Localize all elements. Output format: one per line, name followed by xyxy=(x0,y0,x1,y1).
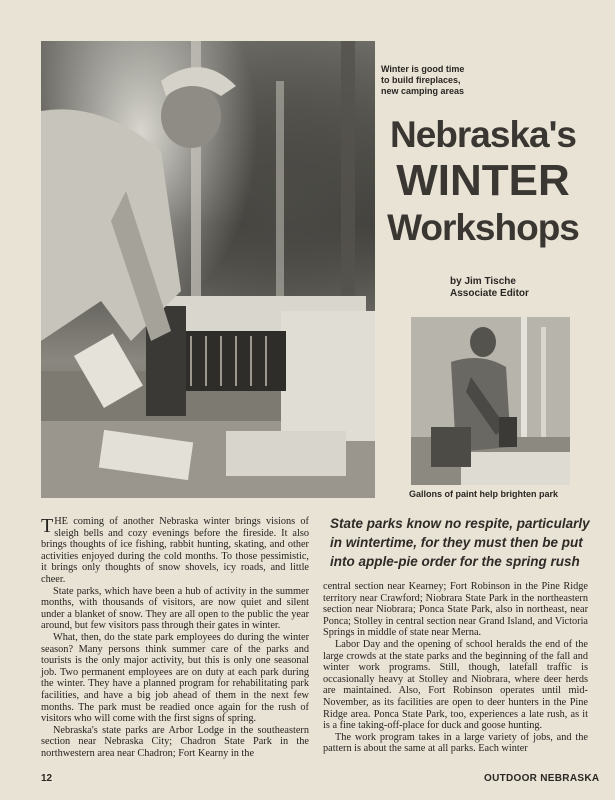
fireplace-photo xyxy=(41,41,375,498)
caption-line: new camping areas xyxy=(381,86,465,96)
painting-photo xyxy=(411,317,570,485)
body-paragraph: central section near Kearney; Fort Robinson in the Pine Ridge territory near Crawford; Niobrara State Park in the northeastern section near Niobrara; Ponca State Park, also in northeast, near Ponca; Stolley in central section near Grand Island, and Victoria Springs in middle of state near Merna. xyxy=(323,581,588,639)
paragraph-text: HE coming of another Nebraska winter brings visions of sleigh bells and cozy evenings before the fireside. It also brings thoughts of ice fishing, rabbit hunting, skating, and other activities enjoyed during the cold months. To those pessimistic, it brings only thoughts of snow shovels, icy roads, and little cheer. xyxy=(41,516,309,585)
body-column-right xyxy=(323,581,588,755)
magazine-name: OUTDOOR NEBRASKA xyxy=(484,773,600,784)
author-name: by Jim Tische xyxy=(450,276,516,287)
body-paragraph: Nebraska's state parks are Arbor Lodge in the southeastern section near Nebraska City; Chadron State Park in the northwestern area near Chadron; Fort Kearny in the xyxy=(41,724,309,759)
article-title xyxy=(383,116,583,246)
photo-caption-small: Gallons of paint help brighten park xyxy=(409,489,559,499)
body-paragraph: Labor Day and the opening of school heralds the end of the large crowds at the state parks and the beginning of the fall and winter work programs. Still, though, latefall traffic is occasionally heavy at Stolley and Niobrara, where deer herds are maintained. Also, Fort Robinson operates until mid-November, as its facilities are open to deer hunters in the Pine Ridge area. Ponca State Park, too, experiences a late rush, as it is a fine taking-off-place for duck and goose hunting. xyxy=(323,638,588,732)
title-line-2: WINTER xyxy=(396,156,570,205)
author-role: Associate Editor xyxy=(450,288,529,299)
body-paragraph xyxy=(41,516,309,586)
body-paragraph: The work program takes in a large variety of jobs, and the pattern is about the same at all parks. Each winter xyxy=(323,731,588,755)
byline xyxy=(450,276,590,300)
fireplace-photo-illustration xyxy=(41,41,375,498)
body-paragraph: What, then, do the state park employees do during the winter season? Many persons think summer care of the parks and tourists is the only major activity, but this is only one seasonal job. Two permanent employees are on duty at each park during the winter. They have a planned program for rehabilitating park facilities, and have a big job ahead of them in the next few months. The park must be readied once again for the rush of visitors who will come with the first signs of spring. xyxy=(41,631,309,725)
caption-line: Winter is good time xyxy=(381,64,465,74)
body-column-left xyxy=(41,516,309,759)
title-line-3: Workshops xyxy=(387,207,579,248)
photo-caption-top xyxy=(381,64,491,97)
body-paragraph: State parks, which have been a hub of activity in the summer months, with thousands of visitors, are now quiet and silent under a blanket of snow. They are all open to the public the year around, but few visitors pass through their gates in winter. xyxy=(41,585,309,632)
pull-quote: State parks know no respite, particularly in wintertime, for they must then be put into apple-pie order for the spring rush xyxy=(330,516,590,569)
caption-line: to build fireplaces, xyxy=(381,75,461,85)
title-line-1: Nebraska's xyxy=(390,114,576,155)
drop-cap: T xyxy=(41,515,54,537)
painting-photo-illustration xyxy=(411,317,570,485)
page-number: 12 xyxy=(41,773,53,784)
